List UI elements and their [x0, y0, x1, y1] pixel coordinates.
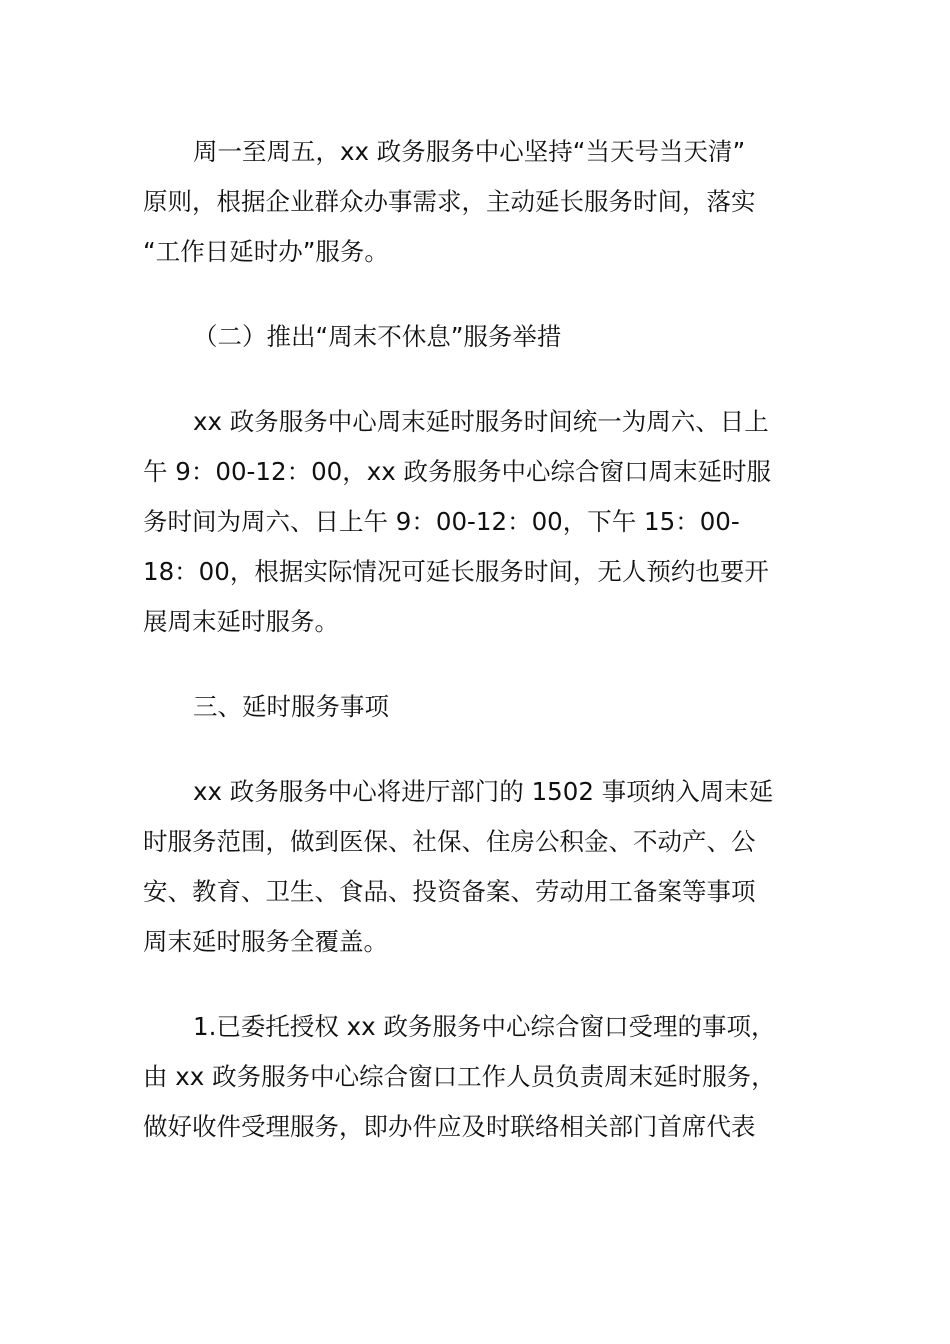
paragraph-line: 18：00，根据实际情况可延长服务时间，无人预约也要开	[143, 557, 769, 586]
paragraph-line: xx 政务服务中心周末延时服务时间统一为周六、日上	[193, 407, 769, 436]
document-body	[143, 127, 808, 1152]
paragraph-line: xx 政务服务中心将进厅部门的 1502 事项纳入周末延	[193, 777, 774, 806]
paragraph-line: 展周末延时服务。	[143, 607, 339, 636]
section-heading: （二）推出“周末不休息”服务举措	[193, 322, 562, 351]
paragraph-spacer	[143, 362, 808, 397]
section-heading-weekend-service	[143, 312, 808, 362]
paragraph-line: 午 9：00-12：00，xx 政务服务中心综合窗口周末延时服	[143, 457, 772, 486]
paragraph-line: 由 xx 政务服务中心综合窗口工作人员负责周末延时服务，	[143, 1062, 776, 1091]
paragraph-line: “工作日延时办”服务。	[143, 237, 389, 266]
paragraph-line: 做好收件受理服务，即办件应及时联络相关部门首席代表	[143, 1112, 756, 1141]
paragraph-authorized-items	[143, 1002, 808, 1152]
paragraph-line: 周末延时服务全覆盖。	[143, 927, 388, 956]
paragraph-spacer	[143, 732, 808, 767]
section-heading-service-items	[143, 682, 808, 732]
paragraph-weekday-extended-service	[143, 127, 808, 277]
paragraph-line: 时服务范围，做到医保、社保、住房公积金、不动产、公	[143, 827, 756, 856]
paragraph-line: 1.已委托授权 xx 政务服务中心综合窗口受理的事项，	[193, 1012, 776, 1041]
paragraph-line: 周一至周五，xx 政务服务中心坚持“当天号当天清”	[193, 137, 746, 166]
paragraph-line: 原则，根据企业群众办事需求，主动延长服务时间，落实	[143, 187, 756, 216]
paragraph-spacer	[143, 647, 808, 682]
paragraph-service-scope	[143, 767, 808, 967]
paragraph-weekend-hours	[143, 397, 808, 647]
paragraph-spacer	[143, 967, 808, 1002]
paragraph-line: 安、教育、卫生、食品、投资备案、劳动用工备案等事项	[143, 877, 756, 906]
paragraph-spacer	[143, 277, 808, 312]
section-heading: 三、延时服务事项	[193, 692, 389, 721]
paragraph-line: 务时间为周六、日上午 9：00-12：00，下午 15：00-	[143, 507, 740, 536]
